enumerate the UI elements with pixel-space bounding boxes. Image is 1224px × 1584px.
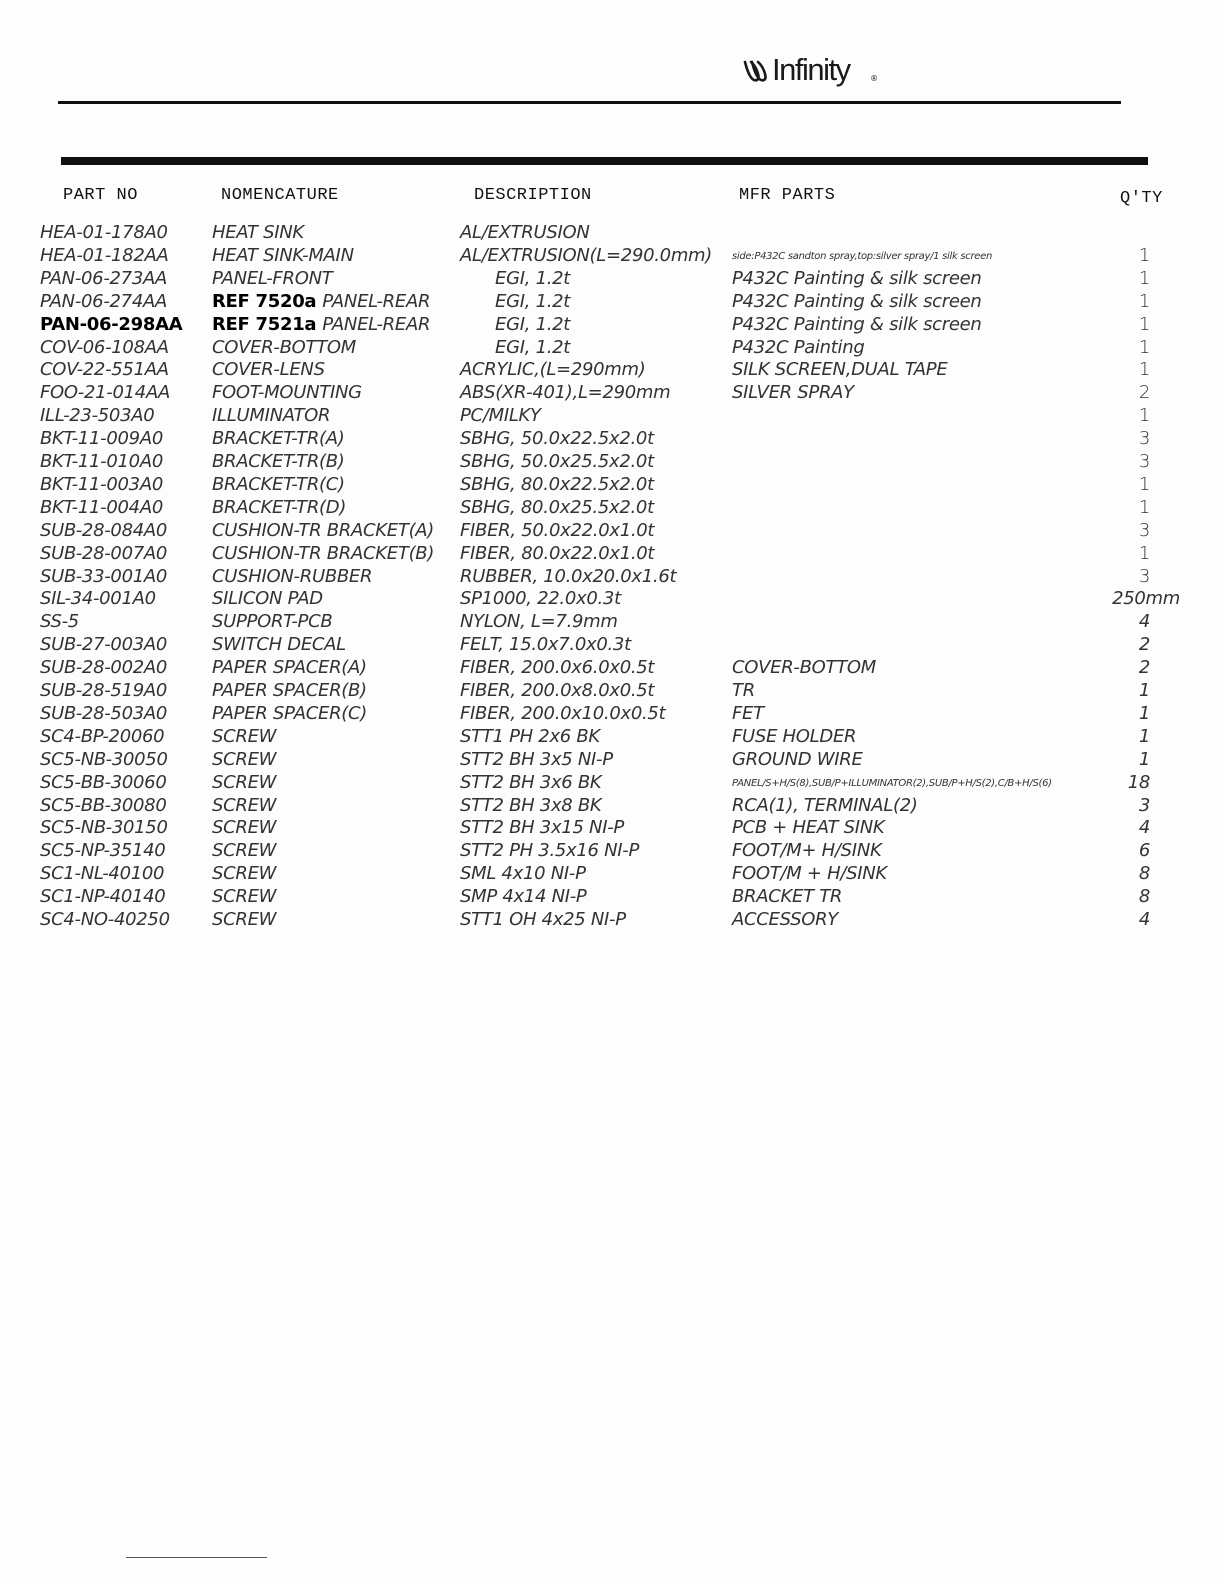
quantity: 1 (1138, 290, 1150, 312)
quantity: 4 (1138, 817, 1150, 839)
table-top-rule (61, 157, 1148, 165)
part-number: COV-06-108AA (40, 336, 169, 358)
nomenclature-text: HEAT SINK (212, 222, 304, 243)
description: STT2 BH 3x6 BK (460, 771, 602, 793)
part-number: SC5-BB-30060 (40, 771, 167, 793)
quantity: 1 (1138, 748, 1150, 770)
quantity: 1 (1138, 725, 1150, 747)
description: PC/MILKY (460, 405, 541, 427)
part-number: SC1-NL-40100 (40, 863, 165, 885)
description: AL/EXTRUSION (460, 222, 590, 243)
nomenclature (212, 268, 332, 289)
nomenclature-text: BRACKET-TR(D) (212, 496, 347, 518)
nomenclature-text: CUSHION-TR BRACKET(B) (212, 542, 435, 564)
part-number: SC5-NP-35140 (40, 840, 166, 862)
part-number: SUB-27-003A0 (40, 634, 168, 656)
quantity: 1 (1138, 244, 1150, 266)
nomenclature (212, 680, 367, 701)
part-number: SUB-33-001A0 (40, 565, 168, 587)
table-row (0, 657, 1224, 680)
description: FIBER, 50.0x22.0x1.0t (460, 519, 655, 541)
nomenclature (212, 863, 276, 884)
table-row (0, 543, 1224, 566)
nomenclature-text: SCREW (212, 909, 277, 930)
quantity: 4 (1138, 611, 1150, 633)
table-row (0, 611, 1224, 634)
nomenclature (212, 543, 434, 564)
description: STT2 BH 3x8 BK (460, 794, 602, 816)
part-number: BKT-11-004A0 (40, 496, 163, 518)
nomenclature (212, 314, 430, 335)
mfr-parts: TR (732, 680, 755, 701)
nomenclature (212, 817, 276, 838)
nomenclature-text: SCREW (212, 748, 277, 770)
nomenclature (212, 337, 356, 358)
header-nomenclature: NOMENCATURE (221, 186, 339, 205)
nomenclature-text: HEAT SINK-MAIN (212, 244, 354, 266)
description: ACRYLIC,(L=290mm) (460, 359, 646, 381)
table-row (0, 497, 1224, 520)
mfr-parts: SILK SCREEN,DUAL TAPE (732, 359, 948, 381)
mfr-parts: FET (732, 702, 764, 724)
header-qty: Q'TY (1120, 189, 1163, 208)
nomenclature-text: SILICON PAD (212, 588, 323, 610)
table-row (0, 520, 1224, 543)
part-number: HEA-01-178A0 (40, 222, 168, 243)
quantity: 1 (1138, 405, 1150, 427)
description: STT1 OH 4x25 NI-P (460, 909, 626, 930)
mfr-parts: FOOT/M + H/SINK (732, 863, 887, 885)
quantity: 8 (1138, 863, 1150, 885)
infinity-logo-icon (742, 54, 774, 86)
nomenclature-text: SCREW (212, 840, 277, 862)
description: AL/EXTRUSION(L=290.0mm) (460, 244, 713, 266)
nomenclature (212, 497, 346, 518)
brand-name: Infinity (772, 52, 850, 87)
nomenclature-text: PANEL-REAR (322, 313, 431, 335)
nomenclature (212, 359, 325, 380)
description: STT2 BH 3x5 NI-P (460, 748, 613, 770)
description: SBHG, 50.0x25.5x2.0t (460, 451, 654, 472)
quantity: 1 (1138, 542, 1150, 564)
mfr-parts: FOOT/M+ H/SINK (732, 840, 882, 862)
quantity: 250mm (1112, 588, 1180, 610)
part-number: SIL-34-001A0 (40, 588, 156, 610)
mfr-parts: PCB + HEAT SINK (732, 817, 885, 839)
mfr-parts: P432C Painting & silk screen (732, 290, 982, 312)
quantity: 1 (1138, 702, 1150, 724)
part-number: SC5-NB-30050 (40, 748, 168, 770)
nomenclature-text: CUSHION-RUBBER (212, 565, 373, 587)
nomenclature (212, 840, 276, 861)
nomenclature-text: ILLUMINATOR (212, 405, 331, 427)
mfr-parts: GROUND WIRE (732, 748, 863, 770)
nomenclature (212, 657, 367, 678)
quantity: 1 (1138, 336, 1150, 358)
table-row (0, 680, 1224, 703)
nomenclature-text: FOOT-MOUNTING (212, 382, 362, 404)
mfr-parts: PANEL/S+H/S(8),SUB/P+ILLUMINATOR(2),SUB/P+H/S(2),C/B+H/S(6) (732, 777, 1052, 789)
part-number: PAN-06-273AA (40, 267, 168, 289)
nomenclature-text: PAPER SPACER(A) (212, 657, 367, 679)
description: EGI, 1.2t (495, 290, 571, 312)
description: EGI, 1.2t (495, 267, 571, 289)
nomenclature (212, 451, 345, 472)
table-row (0, 909, 1224, 932)
description: FIBER, 200.0x10.0x0.5t (460, 702, 666, 724)
quantity: 3 (1138, 565, 1150, 587)
nomenclature-text: SCREW (212, 886, 277, 908)
brand-logo (742, 50, 882, 90)
nomenclature (212, 634, 346, 655)
table-row (0, 314, 1224, 337)
quantity: 1 (1138, 313, 1150, 335)
table-row (0, 795, 1224, 818)
nomenclature-text: BRACKET-TR(A) (212, 428, 345, 450)
nomenclature-text: SWITCH DECAL (212, 634, 346, 656)
description: FELT, 15.0x7.0x0.3t (460, 634, 631, 656)
table-row (0, 703, 1224, 726)
table-row (0, 268, 1224, 291)
description: RUBBER, 10.0x20.0x1.6t (460, 565, 677, 587)
nomenclature-text: COVER-LENS (212, 359, 325, 381)
description: FIBER, 200.0x8.0x0.5t (460, 680, 655, 701)
description: NYLON, L=7.9mm (460, 611, 618, 633)
table-row (0, 817, 1224, 840)
header-part-no: PART NO (63, 186, 138, 205)
mfr-parts: SILVER SPRAY (732, 382, 854, 404)
quantity: 3 (1138, 428, 1150, 450)
nomenclature (212, 749, 276, 770)
description: SMP 4x14 NI-P (460, 886, 587, 908)
quantity: 1 (1138, 473, 1150, 495)
description: EGI, 1.2t (495, 336, 571, 358)
table-row (0, 222, 1224, 245)
nomenclature (212, 772, 276, 793)
part-number: FOO-21-014AA (40, 382, 170, 404)
part-number: SC1-NP-40140 (40, 886, 166, 908)
table-row (0, 588, 1224, 611)
table-row (0, 840, 1224, 863)
description: ABS(XR-401),L=290mm (460, 382, 671, 404)
description: SML 4x10 NI-P (460, 863, 586, 885)
nomenclature (212, 428, 345, 449)
ref-number: REF 7521a (212, 313, 323, 335)
quantity: 3 (1138, 794, 1150, 816)
part-number: BKT-11-010A0 (40, 451, 163, 472)
quantity: 6 (1138, 840, 1150, 862)
part-number: SC4-NO-40250 (40, 909, 170, 930)
part-number: SC4-BP-20060 (40, 725, 165, 747)
part-number: SUB-28-503A0 (40, 702, 168, 724)
table-row (0, 245, 1224, 268)
nomenclature-text: SCREW (212, 794, 277, 816)
nomenclature-text: CUSHION-TR BRACKET(A) (212, 519, 435, 541)
mfr-parts: P432C Painting (732, 336, 865, 358)
table-row (0, 405, 1224, 428)
description: STT2 BH 3x15 NI-P (460, 817, 624, 839)
quantity: 1 (1138, 359, 1150, 381)
part-number: SC5-BB-30080 (40, 794, 167, 816)
description: SP1000, 22.0x0.3t (460, 588, 621, 610)
nomenclature (212, 726, 276, 747)
header-rule (58, 101, 1121, 104)
part-number: SUB-28-084A0 (40, 519, 168, 541)
quantity: 3 (1138, 451, 1150, 472)
mfr-parts: RCA(1), TERMINAL(2) (732, 794, 918, 816)
nomenclature-text: PANEL-REAR (322, 290, 431, 312)
nomenclature (212, 566, 372, 587)
mfr-parts: COVER-BOTTOM (732, 657, 877, 679)
part-number: ILL-23-503A0 (40, 405, 155, 427)
part-number: COV-22-551AA (40, 359, 169, 381)
description: FIBER, 200.0x6.0x0.5t (460, 657, 655, 679)
nomenclature (212, 245, 354, 266)
nomenclature (212, 611, 332, 632)
nomenclature-text: PANEL-FRONT (212, 267, 333, 289)
part-number: BKT-11-003A0 (40, 473, 163, 495)
quantity: 1 (1138, 267, 1150, 289)
quantity: 18 (1127, 771, 1150, 793)
part-number: HEA-01-182AA (40, 244, 169, 266)
nomenclature (212, 795, 276, 816)
nomenclature-text: BRACKET-TR(B) (212, 451, 345, 472)
nomenclature-text: PAPER SPACER(C) (212, 702, 367, 724)
description: FIBER, 80.0x22.0x1.0t (460, 542, 655, 564)
part-number: SUB-28-519A0 (40, 680, 168, 701)
nomenclature-text: PAPER SPACER(B) (212, 680, 367, 701)
nomenclature (212, 588, 323, 609)
table-row (0, 886, 1224, 909)
part-number: SC5-NB-30150 (40, 817, 168, 839)
nomenclature-text: SCREW (212, 725, 277, 747)
mfr-parts: P432C Painting & silk screen (732, 313, 982, 335)
quantity: 1 (1138, 496, 1150, 518)
nomenclature-text: SCREW (212, 771, 277, 793)
nomenclature (212, 909, 276, 930)
part-number: BKT-11-009A0 (40, 428, 163, 450)
nomenclature-text: SCREW (212, 863, 277, 885)
table-row (0, 474, 1224, 497)
quantity: 2 (1138, 657, 1150, 679)
footer-link-underline[interactable] (126, 1557, 267, 1558)
description: SBHG, 50.0x22.5x2.0t (460, 428, 654, 450)
table-row (0, 337, 1224, 360)
part-number: SS-5 (40, 611, 79, 633)
quantity: 8 (1138, 886, 1150, 908)
nomenclature (212, 474, 345, 495)
mfr-parts: BRACKET TR (732, 886, 843, 908)
quantity: 1 (1138, 680, 1150, 701)
description: EGI, 1.2t (495, 313, 571, 335)
nomenclature-text: COVER-BOTTOM (212, 336, 357, 358)
quantity: 4 (1138, 909, 1150, 930)
nomenclature-text: SUPPORT-PCB (212, 611, 333, 633)
table-row (0, 749, 1224, 772)
mfr-parts: ACCESSORY (732, 909, 839, 930)
mfr-parts: P432C Painting & silk screen (732, 267, 982, 289)
part-number: SUB-28-007A0 (40, 542, 168, 564)
nomenclature (212, 886, 276, 907)
registered-mark: ® (870, 74, 878, 83)
header-description: DESCRIPTION (474, 186, 592, 205)
table-row (0, 428, 1224, 451)
nomenclature-text: BRACKET-TR(C) (212, 473, 345, 495)
header-mfr-parts: MFR PARTS (739, 186, 836, 205)
table-row (0, 359, 1224, 382)
ref-number: REF 7520a (212, 290, 323, 312)
table-row (0, 382, 1224, 405)
nomenclature (212, 405, 330, 426)
mfr-parts: side:P432C sandton spray,top:silver spray/1 silk screen (732, 250, 993, 262)
part-number: PAN-06-274AA (40, 290, 168, 312)
nomenclature (212, 222, 304, 243)
quantity: 2 (1138, 382, 1150, 404)
nomenclature (212, 703, 367, 724)
description: SBHG, 80.0x22.5x2.0t (460, 473, 654, 495)
table-row (0, 291, 1224, 314)
part-number: SUB-28-002A0 (40, 657, 168, 679)
description: SBHG, 80.0x25.5x2.0t (460, 496, 654, 518)
nomenclature-text: SCREW (212, 817, 277, 839)
quantity: 3 (1138, 519, 1150, 541)
table-row (0, 863, 1224, 886)
table-row (0, 634, 1224, 657)
table-row (0, 566, 1224, 589)
table-row (0, 726, 1224, 749)
part-number: PAN-06-298AA (40, 313, 183, 335)
table-row (0, 451, 1224, 474)
mfr-parts: FUSE HOLDER (732, 725, 857, 747)
nomenclature (212, 291, 430, 312)
quantity: 2 (1138, 634, 1150, 656)
description: STT2 PH 3.5x16 NI-P (460, 840, 640, 862)
nomenclature (212, 520, 434, 541)
description: STT1 PH 2x6 BK (460, 725, 600, 747)
table-row (0, 772, 1224, 795)
nomenclature (212, 382, 362, 403)
